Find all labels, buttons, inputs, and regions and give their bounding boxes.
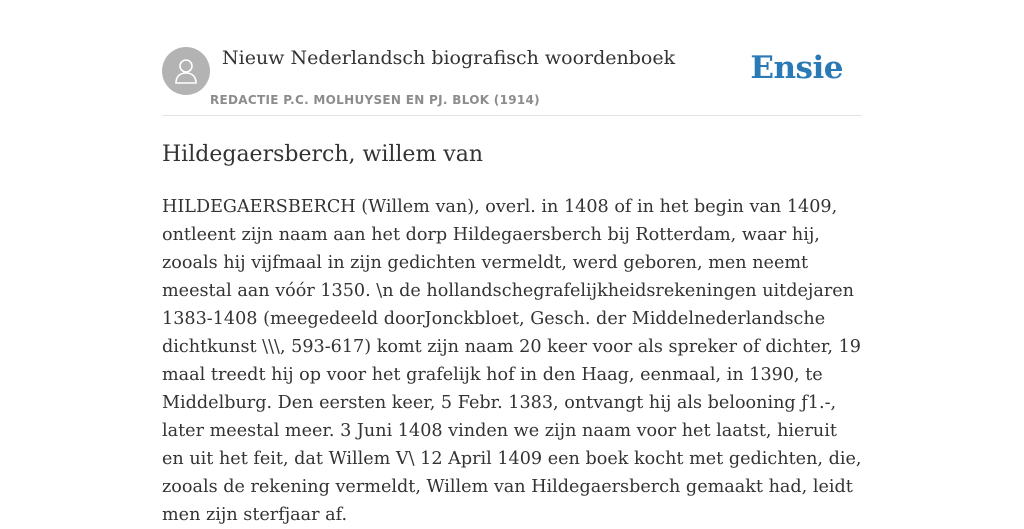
author-avatar[interactable] — [162, 47, 210, 95]
book-title[interactable]: Nieuw Nederlandsch biografisch woordenboek — [222, 47, 676, 69]
book-editors-byline: REDACTIE P.C. MOLHUYSEN EN PJ. BLOK (1914) — [210, 93, 540, 107]
book-header — [162, 46, 862, 116]
entry-title: Hildegaersberch, willem van — [162, 142, 484, 167]
entry-body-text: HILDEGAERSBERCH (Willem van), overl. in 1408 of in het begin van 1409, ontleent zijn naam aan het dorp Hildegaersberch bij Rotterdam, waar hij, zooals hij vijfmaal in zijn gedichten vermeldt, werd geboren, men neemt meestal aan vóór 1350. \n de hollandschegrafelijkheidsrekeningen uitdejaren 1383-1408 (meegedeeld doorJonckbloet, Gesch. der Middelnederlandsche dichtkunst \\\, 593-617) komt zijn naam 20 keer voor als spreker of dichter, 19 maal treedt hij op voor het grafelijk hof in den Haag, eenmaal, in 1390, te Middelburg. Den eersten keer, 5 Febr. 1383, ontvangt hij als belooning ƒ1.-, later meestal meer. 3 Juni 1408 vinden we zijn naam voor het laatst, hieruit en uit het feit, dat Willem V\ 12 April 1409 een boek kocht met gedichten, die, zooals de rekening vermeldt, Willem van Hildegaersberch gemaakt had, leidt men zijn sterfjaar af. — [162, 197, 862, 525]
ensie-logo[interactable]: Ensie — [750, 50, 843, 86]
user-silhouette-icon — [173, 57, 199, 85]
